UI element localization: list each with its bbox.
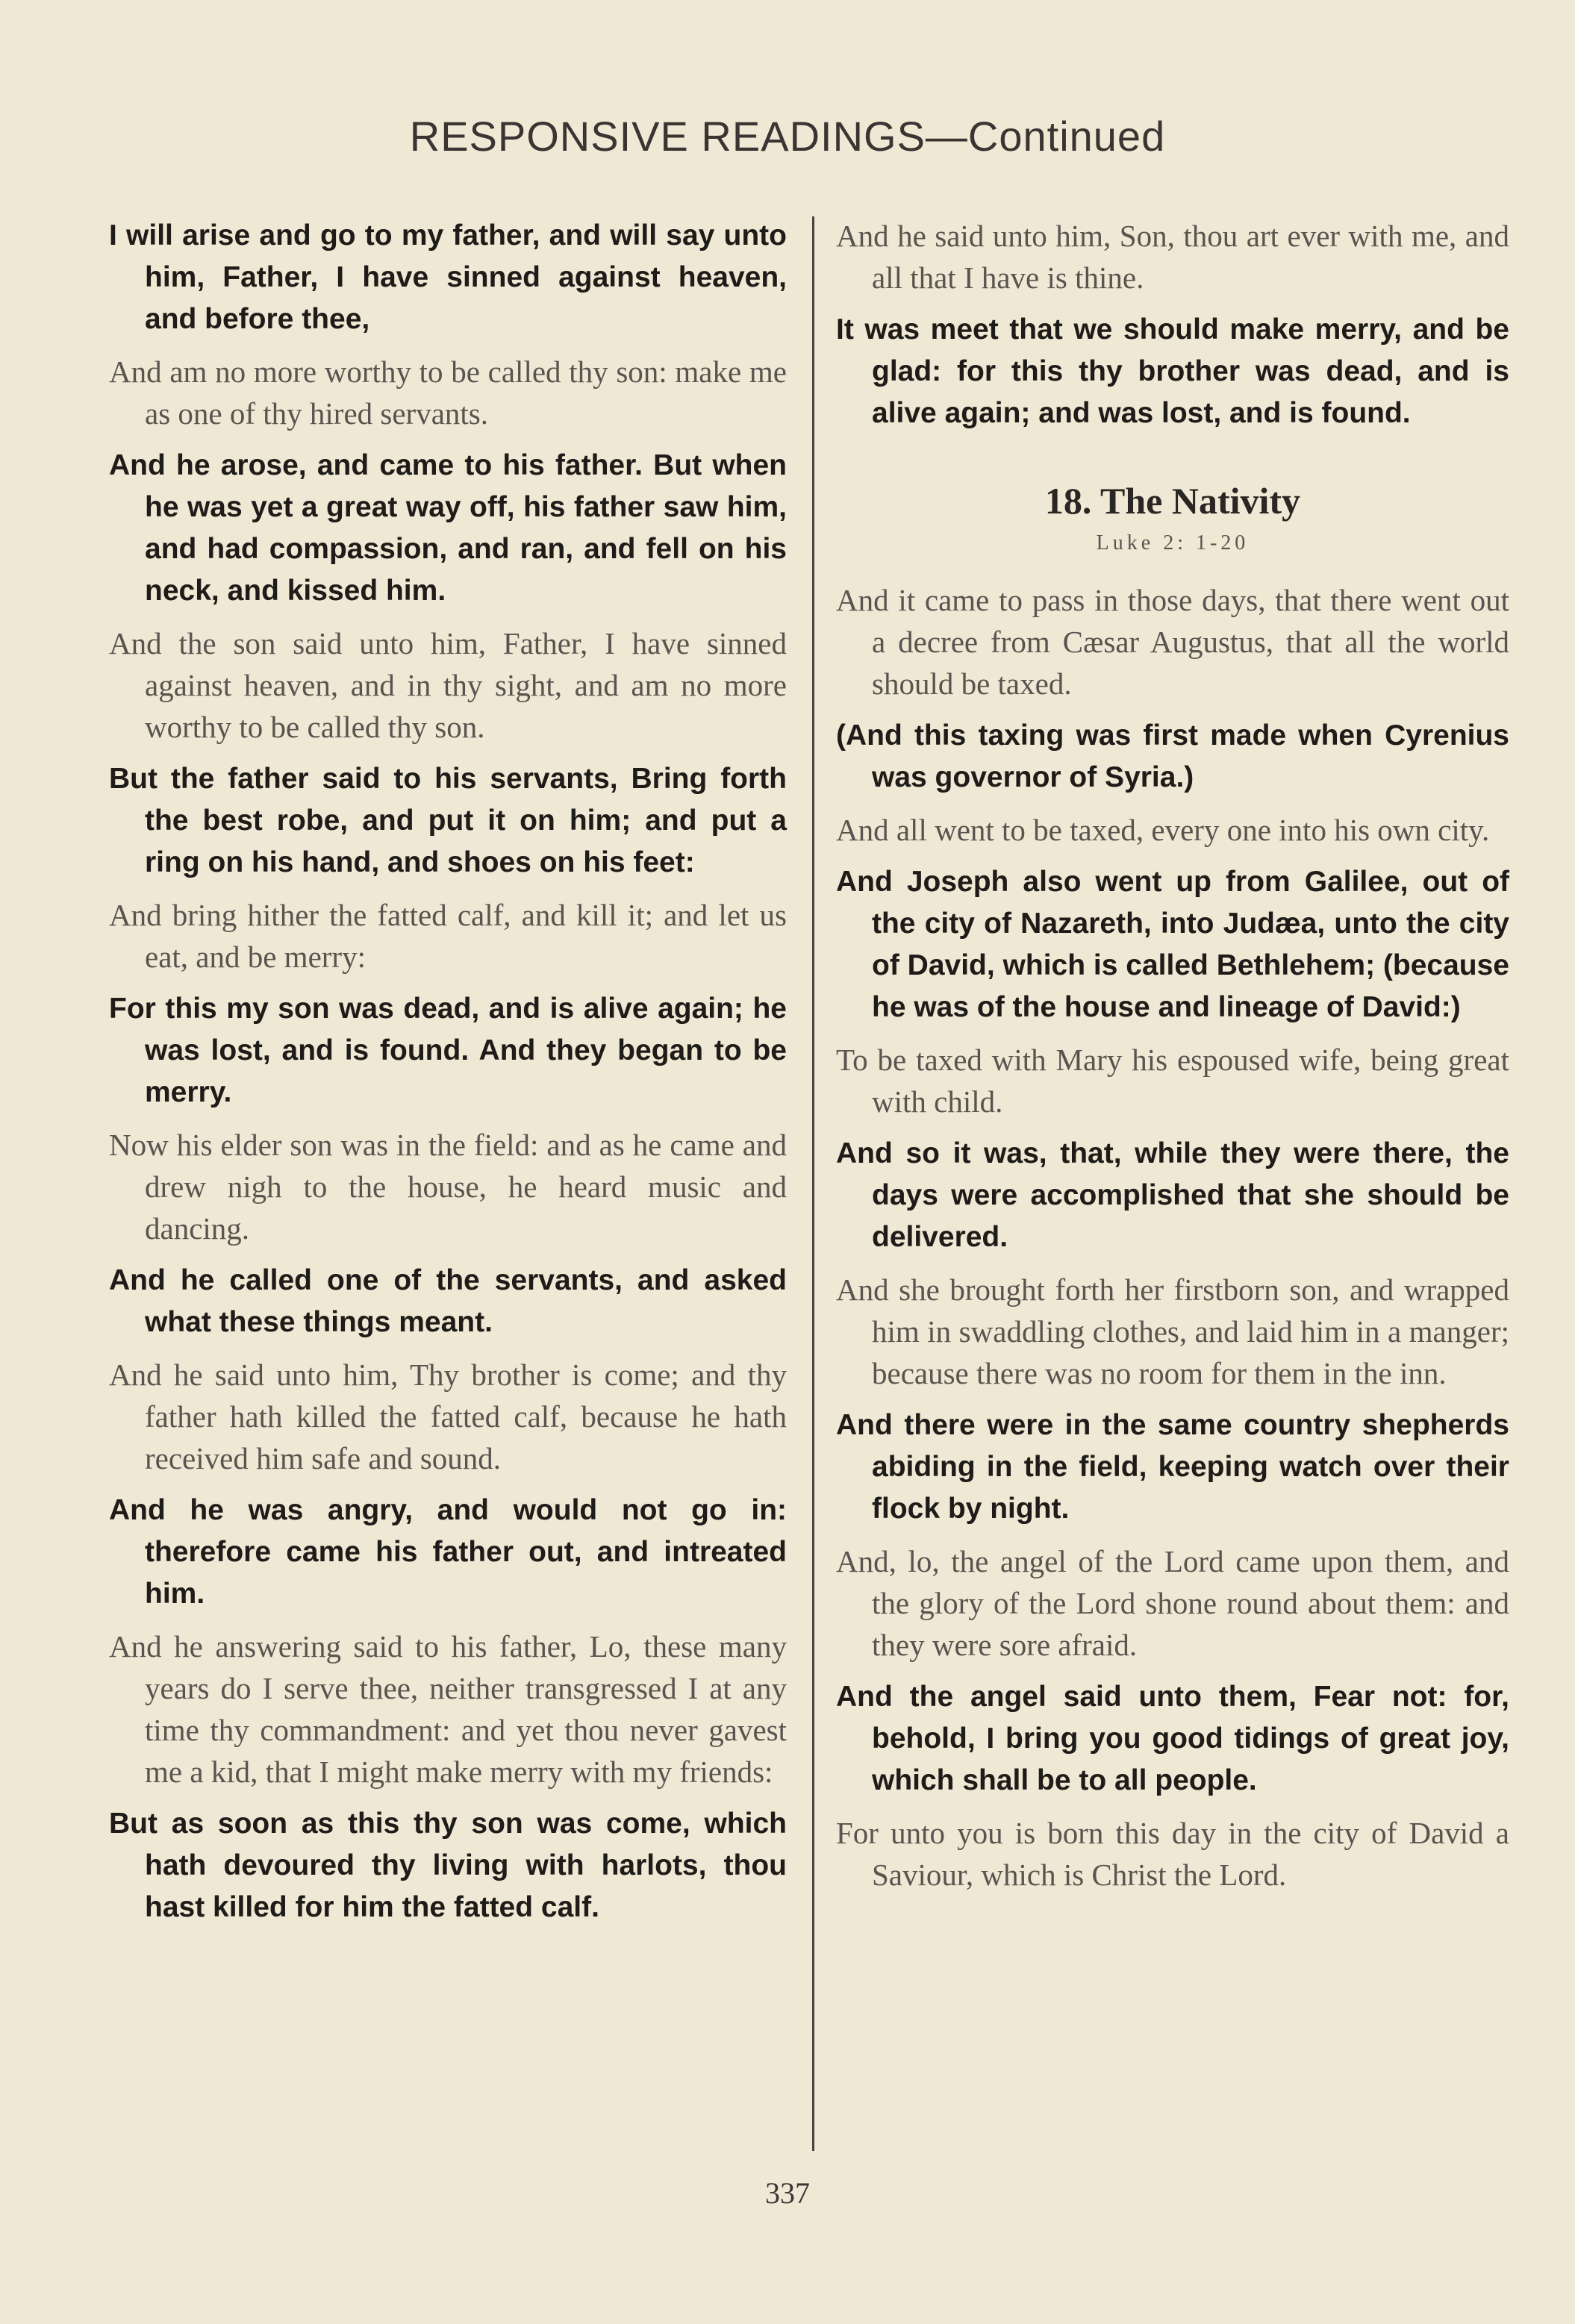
leader-verse: And it came to pass in those days, that there went out a decree from Cæsar Augustus, that all the world should be taxed. [836,583,1509,701]
right-column [836,215,1509,1906]
people-verse: (And this taxing was first made when Cyrenius was governor of Syria.) [836,719,1509,793]
people-verse: And Joseph also went up from Galilee, out of the city of Nazareth, into Judæa, unto the city of David, which is called Bethlehem; (because he was of the house and lineage of David:) [836,866,1509,1023]
leader-verse: And she brought forth her firstborn son, and wrapped him in swaddling clothes, and laid him in a manger; because there was no room for them in the inn. [836,1272,1509,1390]
people-verse: It was meet that we should make merry, and be glad: for this thy brother was dead, and is alive again; and was lost, and is found. [836,313,1509,429]
people-verse: But as soon as this thy son was come, which hath devoured thy living with harlots, thou hast killed for him the fatted calf. [109,1808,787,1923]
leader-verse: To be taxed with Mary his espoused wife, being great with child. [836,1043,1509,1119]
people-verse: I will arise and go to my father, and will say unto him, Father, I have sinned against heaven, and before thee, [109,219,787,335]
leader-verse: Now his elder son was in the field: and as he came and drew nigh to the house, he heard music and dancing. [109,1128,787,1246]
leader-verse: For unto you is born this day in the city of David a Saviour, which is Christ the Lord. [836,1816,1509,1892]
scripture-reference: Luke 2: 1-20 [1096,531,1250,555]
column-divider [812,216,814,2151]
section-title: 18. The Nativity [1044,480,1301,522]
leader-verse: And am no more worthy to be called thy son: make me as one of thy hired servants. [109,354,787,431]
people-verse: But the father said to his servants, Bring forth the best robe, and put it on him; and put a ring on his hand, and shoes on his feet: [109,763,787,878]
leader-verse: And the son said unto him, Father, I have sinned against heaven, and in thy sight, and am no more worthy to be called thy son. [109,626,787,744]
leader-verse: And he said unto him, Son, thou art ever with me, and all that I have is thine. [836,219,1509,295]
page-number: 337 [765,2176,810,2210]
leader-verse: And he answering said to his father, Lo, these many years do I serve thee, neither transgressed I at any time thy commandment: and yet thou never gavest me a kid, that I might make merry with my friends: [109,1629,787,1789]
people-verse: And he arose, and came to his father. But when he was yet a great way off, his father saw him, and had compassion, and ran, and fell on his neck, and kissed him. [109,449,787,607]
people-verse: And he called one of the servants, and asked what these things meant. [109,1264,787,1338]
people-verse: For this my son was dead, and is alive again; he was lost, and is found. And they began to be merry. [109,993,787,1108]
people-verse: And so it was, that, while they were there, the days were accomplished that she should be delivered. [836,1137,1509,1253]
people-verse: And there were in the same country shepherds abiding in the field, keeping watch over their flock by night. [836,1409,1509,1525]
people-verse: And he was angry, and would not go in: therefore came his father out, and intreated him. [109,1494,787,1610]
left-column [109,215,787,1939]
leader-verse: And all went to be taxed, every one into his own city. [836,813,1490,847]
leader-verse: And, lo, the angel of the Lord came upon them, and the glory of the Lord shone round about them: and they were sore afraid. [836,1544,1509,1662]
page-header: RESPONSIVE READINGS—Continued [409,113,1166,160]
leader-verse: And he said unto him, Thy brother is come; and thy father hath killed the fatted calf, because he hath received him safe and sound. [109,1358,787,1475]
people-verse: And the angel said unto them, Fear not: for, behold, I bring you good tidings of great joy, which shall be to all people. [836,1681,1509,1796]
leader-verse: And bring hither the fatted calf, and kill it; and let us eat, and be merry: [109,898,787,974]
